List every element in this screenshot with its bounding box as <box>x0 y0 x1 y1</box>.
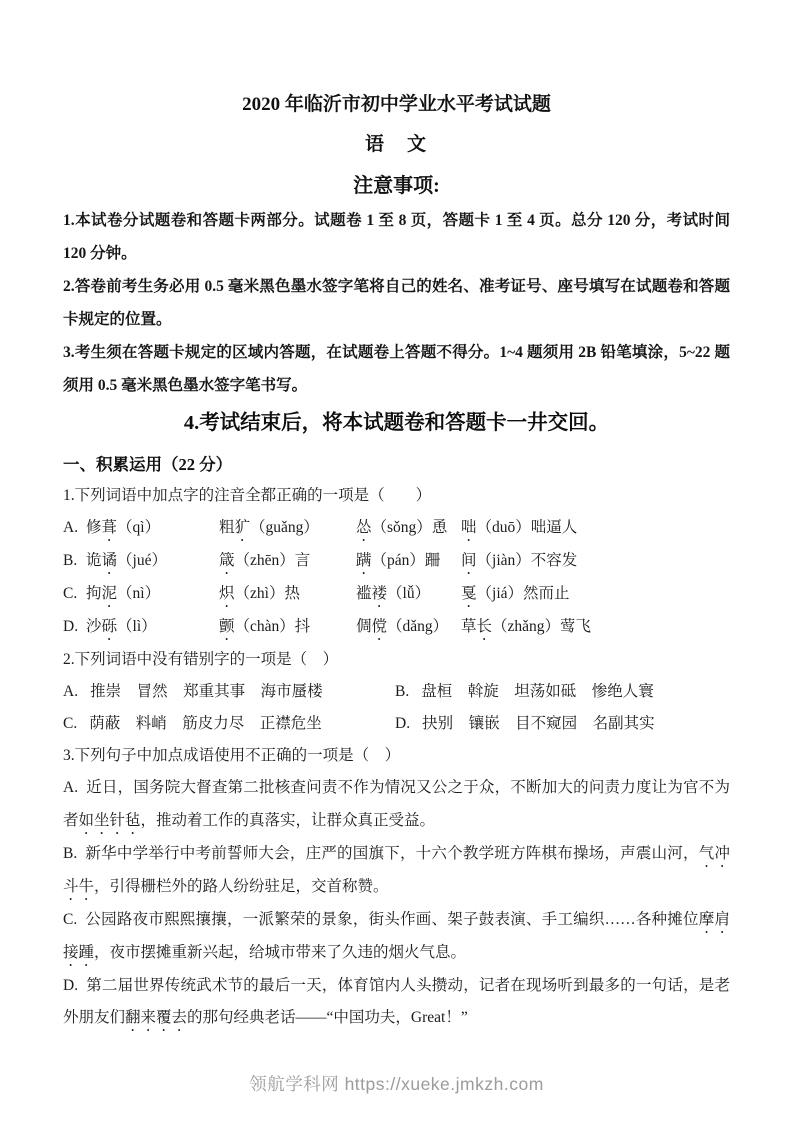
q1-phrase: 戛（jiá）然而止 <box>461 585 570 602</box>
q1-phrase: 间（jiàn）不容发 <box>461 552 578 569</box>
option-label: D. <box>395 715 411 732</box>
q3-option-b: B. 新华中学举行中考前誓师大会，庄严的国旗下，十六个教学班方阵棋布操场，声震山河，气冲斗牛，引得栅栏外的路人纷纷驻足，交首称赞。 <box>63 844 730 895</box>
exam-subject: 语 文 <box>364 134 428 155</box>
option-label: D. <box>63 618 79 635</box>
notice-item-2: 2.答卷前考生务必用 0.5 毫米黑色墨水签字笔将自己的姓名、准考证号、座号填写在试题卷和答题卡规定的位置。 <box>63 278 730 328</box>
q1-phrase: 怂（sǒng）恿 <box>356 519 448 536</box>
q1-phrase: 箴（zhēn）言 <box>219 552 311 569</box>
question-1-stem: 1.下列词语中加点字的注音全都正确的一项是（ ） <box>63 487 432 504</box>
watermark-footer: 领航学科网 https://xueke.jmkzh.com <box>249 1074 544 1094</box>
q1-phrase: 沙砾（lì） <box>86 618 157 635</box>
q1-phrase: 拘泥（nì） <box>86 585 161 602</box>
q1-phrase: 诡谲（jué） <box>86 552 167 569</box>
q1-phrase: 炽（zhì）热 <box>219 585 300 602</box>
option-label: B. <box>395 683 410 700</box>
q1-option-row-c <box>63 578 730 611</box>
q1-phrase: 蹒（pán）跚 <box>356 552 441 569</box>
q3-option-a: A. 近日，国务院大督查第二批核查问责不作为情况又公之于众，不断加大的问责力度让为官不为者如坐针毡，推动着工作的真落实，让群众真正受益。 <box>63 779 730 829</box>
option-text: 荫蔽 料峭 筋皮力尽 正襟危坐 <box>89 715 322 732</box>
notice-heading: 注意事项: <box>353 175 440 197</box>
option-text: 盘桓 斡旋 坦荡如砥 惨绝人寰 <box>421 683 654 700</box>
notice-item-3: 3.考生须在答题卡规定的区域内答题，在试题卷上答题不得分。1~4 题须用 2B 铅笔填涂，5~22 题须用 0.5 毫米黑色墨水签字笔书写。 <box>63 344 730 394</box>
option-text: 抉别 镶嵌 目不窥园 名副其实 <box>422 715 655 732</box>
q2-option-a <box>63 676 395 708</box>
notice-item-4: 4.考试结束后，将本试题卷和答题卡一井交回。 <box>183 412 610 434</box>
q1-option-row-d <box>63 611 730 644</box>
q1-phrase: 修葺（qì） <box>86 519 161 536</box>
question-3-stem: 3.下列句子中加点成语使用不正确的一项是（ ） <box>63 747 401 764</box>
q1-option-row-b <box>63 545 730 578</box>
option-label: B. <box>63 552 78 569</box>
option-label: C. <box>63 585 78 602</box>
q3-option-d: D. 第二届世界传统武术节的最后一天，体育馆内人头攒动，记者在现场听到最多的一句话，是老外朋友们翻来覆去的那句经典老话——“中国功夫，Great！” <box>63 976 730 1026</box>
q1-phrase: 草长（zhǎng）莺飞 <box>461 618 592 635</box>
q1-phrase: 咄（duō）咄逼人 <box>461 519 578 536</box>
q2-option-c <box>63 708 395 740</box>
option-text: 推崇 冒然 郑重其事 海市蜃楼 <box>90 683 323 700</box>
q2-options-grid <box>63 676 730 740</box>
option-label: A. <box>63 519 79 536</box>
q2-option-d <box>395 708 730 740</box>
question-2-stem: 2.下列词语中没有错别字的一项是（ ） <box>63 651 339 668</box>
q1-phrase: 褴褛（lǚ） <box>356 585 431 602</box>
notice-item-1: 1.本试卷分试题卷和答题卡两部分。试题卷 1 至 8 页，答题卡 1 至 4 页。总分 120 分，考试时间 120 分钟。 <box>63 212 730 262</box>
q1-phrase: 倜傥（dǎng） <box>356 618 449 635</box>
q2-option-b <box>395 676 730 708</box>
q1-option-row-a <box>63 512 730 545</box>
q3-option-c: C. 公园路夜市熙熙攘攘，一派繁荣的景象，街头作画、架子鼓表演、手工编织……各种摊位摩肩接踵，夜市摆摊重新兴起，给城市带来了久违的烟火气息。 <box>63 910 730 961</box>
q1-phrase: 粗犷（guǎng） <box>219 519 319 536</box>
option-label: A. <box>63 683 79 700</box>
option-label: C. <box>63 715 78 732</box>
q1-phrase: 颤（chàn）抖 <box>219 618 311 635</box>
exam-title: 2020 年临沂市初中学业水平考试试题 <box>242 94 551 115</box>
section-1-heading: 一、积累运用（22 分） <box>63 455 233 474</box>
